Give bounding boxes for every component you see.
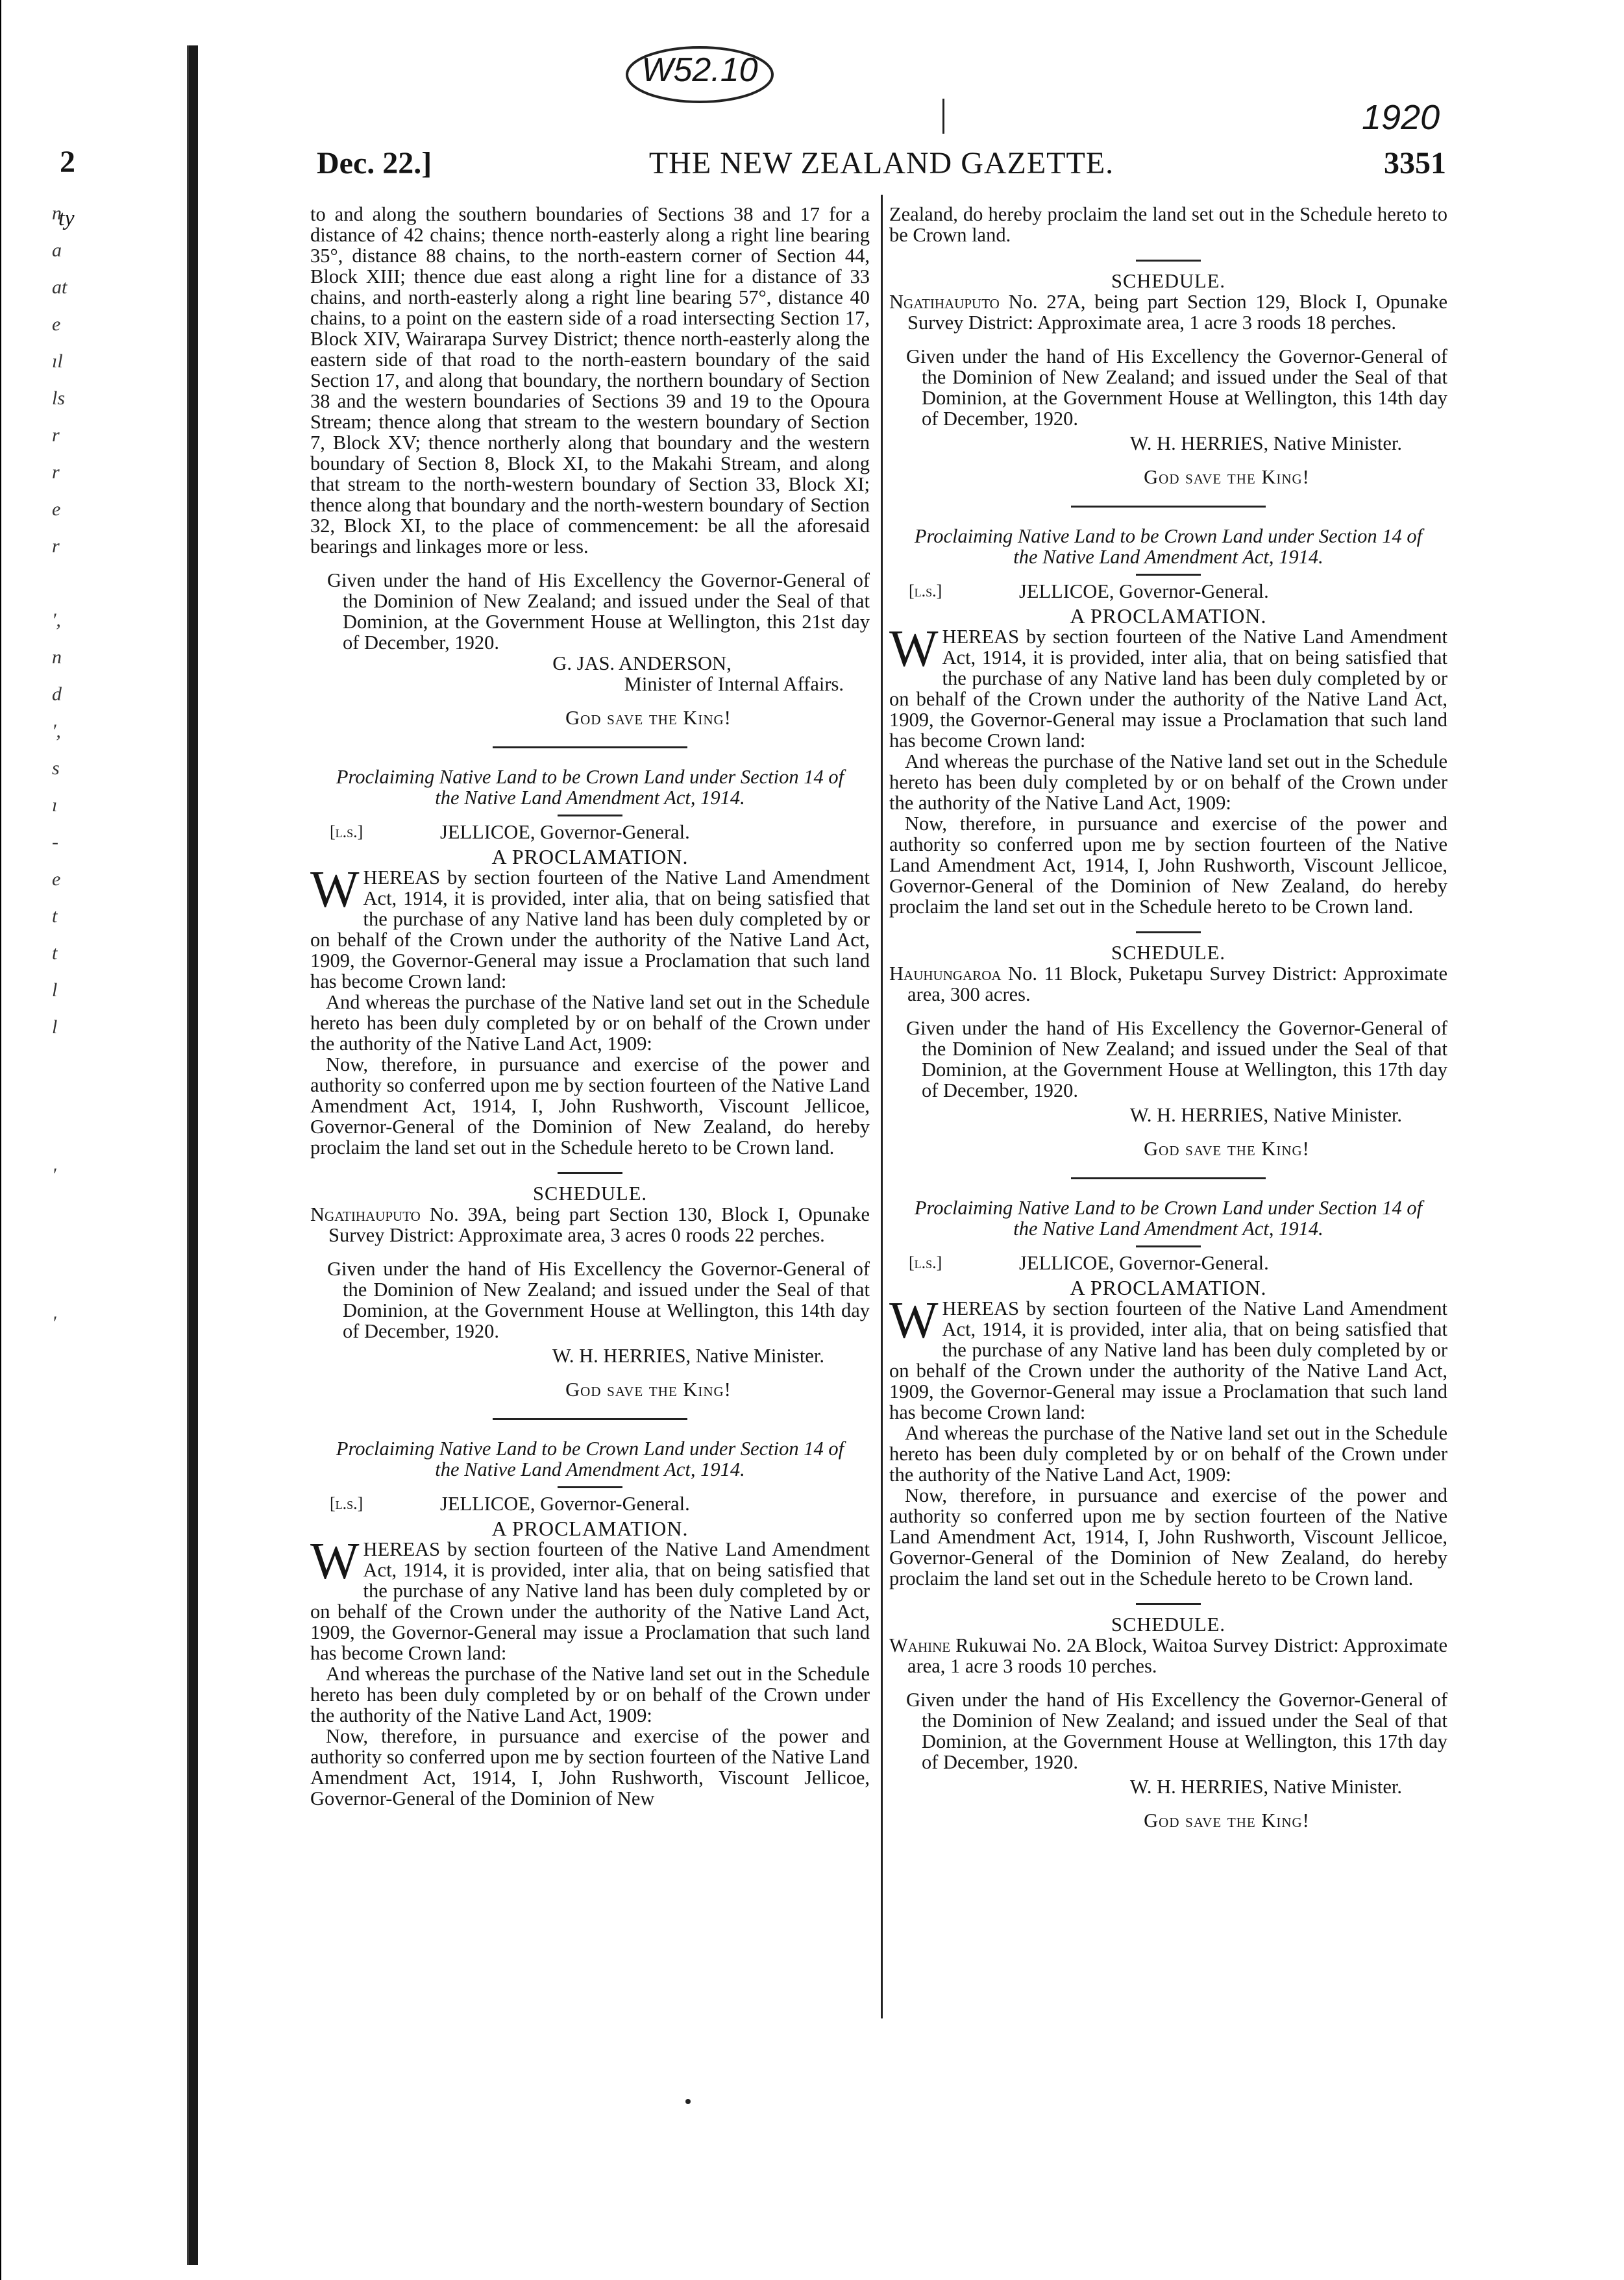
stamp-text: W52.10 xyxy=(641,51,758,89)
previous-page-number: 2 xyxy=(60,145,75,179)
margin-fragment: ıl xyxy=(52,350,63,372)
page-header xyxy=(317,145,1446,184)
schedule-entry xyxy=(889,1635,1447,1676)
and-whereas-clause: And whereas the purchase of the Native land set out in the Schedule hereto has been duly completed by or on behalf of the Crown under the authority of the Native Land Act, 1909: xyxy=(310,1663,870,1726)
signatory: W. H. HERRIES, Native Minister. xyxy=(1129,1776,1402,1798)
proclamation-title: A PROCLAMATION. xyxy=(491,845,689,868)
short-rule xyxy=(1136,260,1201,262)
margin-fragment: l xyxy=(52,1016,58,1038)
schedule-land-name: Hauhungaroa xyxy=(889,962,1002,985)
margin-fragment: r xyxy=(52,461,60,483)
short-rule xyxy=(1136,574,1201,576)
proclamation-title: A PROCLAMATION. xyxy=(491,1517,689,1540)
margin-fragment: ', xyxy=(52,720,61,742)
section-divider xyxy=(493,1418,687,1420)
schedule-entry xyxy=(889,291,1447,333)
governor-general: JELLICOE, Governor-General. xyxy=(440,821,690,843)
margin-fragment xyxy=(52,1083,78,1120)
margin-fragment: r xyxy=(52,535,60,557)
whereas-clause xyxy=(310,861,870,992)
signatory: W. H. HERRIES, Native Minister. xyxy=(1129,1104,1402,1126)
margin-fragment: l xyxy=(52,979,58,1001)
margin-fragment: ls xyxy=(52,387,66,409)
margin-fragment: ', xyxy=(52,609,61,631)
issue-date: Dec. 22.] xyxy=(317,146,432,180)
governor-line xyxy=(310,1493,870,1518)
margin-fragment: n xyxy=(52,646,62,668)
god-save-the-king: God save the King! xyxy=(1144,1138,1310,1160)
short-rule xyxy=(1136,1603,1201,1605)
column-divider xyxy=(881,195,883,2018)
schedule-details: No. 39A, being part Section 130, Block I, Opunake Survey District: Approximate area, 3 acres 0 roods 22 perches. xyxy=(328,1203,870,1246)
whereas-text: HEREAS by section fourteen of the Native Land Amendment Act, 1914, it is provided, inter alia, that on being satisfied that the purchase of any Native land has been duly completed by or on behalf of the Crown under the authority of the Native Land Act, 1909, the Governor-General may issue a Proclamation that such land has become Crown land: xyxy=(889,626,1447,752)
page-number: 3351 xyxy=(1384,146,1446,180)
given-clause: Given under the hand of His Excellency the Governor-General of the Dominion of New Zealand; and issued under the Seal of that Dominion, at the Government House at Wellington, this 17th day of December, 1920. xyxy=(906,1017,1447,1101)
margin-fragment: n xyxy=(52,202,62,224)
margin-fragment: e xyxy=(52,868,61,890)
section-divider xyxy=(1071,506,1266,508)
section-divider xyxy=(493,746,687,748)
short-rule xyxy=(558,1172,622,1174)
margin-fragment xyxy=(52,1194,78,1231)
schedule-land-name: Ngatihauputo xyxy=(889,291,1000,313)
margin-fragment: t xyxy=(52,942,58,964)
section-divider xyxy=(1071,1177,1266,1179)
short-rule xyxy=(558,1486,622,1488)
schedule-details: Rukuwai No. 2A Block, Waitoa Survey District: Approximate area, 1 acre 3 roods 10 perches. xyxy=(907,1634,1447,1677)
given-clause: Given under the hand of His Excellency the Governor-General of the Dominion of New Zealand; and issued under the Seal of that Dominion, at the Government House at Wellington, this 17th day of December, 1920. xyxy=(906,1689,1447,1773)
schedule-title: SCHEDULE. xyxy=(533,1183,647,1205)
drop-cap: W xyxy=(310,861,360,918)
handwritten-stamp xyxy=(621,39,779,110)
margin-fragment: at xyxy=(52,276,68,298)
seal-mark: [l.s.] xyxy=(330,822,363,841)
binding-shadow xyxy=(187,45,198,2265)
ink-speck xyxy=(685,2099,691,2104)
margin-fragment: e xyxy=(52,313,61,335)
governor-general: JELLICOE, Governor-General. xyxy=(440,1493,690,1515)
schedule-title: SCHEDULE. xyxy=(1111,270,1225,292)
whereas-text: HEREAS by section fourteen of the Native Land Amendment Act, 1914, it is provided, inter alia, that on being satisfied that the purchase of any Native land has been duly completed by or on behalf of the Crown under the authority of the Native Land Act, 1909, the Governor-General may issue a Proclamation that such land has become Crown land: xyxy=(889,1297,1447,1423)
given-clause: Given under the hand of His Excellency the Governor-General of the Dominion of New Zealand; and issued under the Seal of that Dominion, at the Government House at Wellington, this 21st day of December, 1920. xyxy=(327,569,870,654)
short-rule xyxy=(558,815,622,816)
drop-cap: W xyxy=(310,1533,360,1590)
continuation-text: Zealand, do hereby proclaim the land set out in the Schedule hereto to be Crown land. xyxy=(889,203,1447,246)
and-whereas-clause: And whereas the purchase of the Native land set out in the Schedule hereto has been duly completed by or on behalf of the Crown under the authority of the Native Land Act, 1909: xyxy=(889,1422,1447,1486)
pencil-tick xyxy=(942,99,944,134)
margin-fragments xyxy=(52,195,78,1342)
schedule-title: SCHEDULE. xyxy=(1111,1613,1225,1636)
proclamation-title: A PROCLAMATION. xyxy=(1070,1276,1267,1299)
schedule-title: SCHEDULE. xyxy=(1111,942,1225,964)
whereas-clause xyxy=(889,620,1447,752)
whereas-text: HEREAS by section fourteen of the Native Land Amendment Act, 1914, it is provided, inter alia, that on being satisfied that the purchase of any Native land has been duly completed by or on behalf of the Crown under the authority of the Native Land Act, 1909, the Governor-General may issue a Proclamation that such land has become Crown land: xyxy=(310,866,870,992)
short-rule xyxy=(1136,1245,1201,1247)
governor-general: JELLICOE, Governor-General. xyxy=(1019,1252,1269,1274)
seal-mark: [l.s.] xyxy=(909,582,942,600)
and-whereas-clause: And whereas the purchase of the Native land set out in the Schedule hereto has been duly completed by or on behalf of the Crown under the authority of the Native Land Act, 1909: xyxy=(310,991,870,1055)
whereas-text: HEREAS by section fourteen of the Native Land Amendment Act, 1914, it is provided, inter alia, that on being satisfied that the purchase of any Native land has been duly completed by or on behalf of the Crown under the authority of the Native Land Act, 1909, the Governor-General may issue a Proclamation that such land has become Crown land: xyxy=(310,1538,870,1664)
margin-fragment: a xyxy=(52,239,62,261)
and-whereas-clause: And whereas the purchase of the Native land set out in the Schedule hereto has been duly completed by or on behalf of the Crown under the authority of the Native Land Act, 1909: xyxy=(889,750,1447,814)
governor-general: JELLICOE, Governor-General. xyxy=(1019,580,1269,602)
god-save-the-king: God save the King! xyxy=(1144,466,1310,488)
margin-fragment: t xyxy=(52,905,58,927)
whereas-clause xyxy=(310,1533,870,1664)
god-save-the-king: God save the King! xyxy=(565,1379,732,1401)
schedule-details: No. 11 Block, Puketapu Survey District: Approximate area, 300 acres. xyxy=(907,962,1447,1005)
margin-fragment: d xyxy=(52,683,62,705)
margin-fragment: ty xyxy=(58,206,75,230)
seal-mark: [l.s.] xyxy=(330,1494,363,1513)
margin-fragment xyxy=(52,1268,78,1305)
scan-edge xyxy=(0,0,1,2280)
god-save-the-king: God save the King! xyxy=(1144,1809,1310,1832)
margin-fragment xyxy=(52,1120,78,1157)
god-save-the-king: God save the King! xyxy=(565,707,732,729)
drop-cap: W xyxy=(889,620,939,678)
schedule-land-name: Wahine xyxy=(889,1634,951,1656)
boundary-description: to and along the southern boundaries of Sections 38 and 17 for a distance of 42 chains; thence north-easterly along a right line bearing 35°, distance 88 chains, to the north-eastern corner of Section 44, Block XIII; thence due east along a right line for a distance of 33 chains, and north-easterly along a right line bearing 57°, distance 40 chains, to a point on the eastern side of a road intersecting Section 17, Block XIV, Wairarapa Survey District; thence north-easterly along the eastern side of that road to the north-eastern boundary of the said Section 17, and along that boundary, the northern boundary of Section 38 and the western boundaries of Sections 39 and 19 to the Opoura Stream; thence along that stream to the western boundary of Section 7, Block XV; thence northerly along that boundary and the western boundary of Section 8, Block XI, to the Makahi Stream, and along that stream to the north-western boundary of Section 33, Block XI; thence along that boundary and the north-western boundary of Section 32, Block XI, to the place of commencement: be all the aforesaid bearings and linkages more or less. xyxy=(310,203,870,558)
given-clause: Given under the hand of His Excellency the Governor-General of the Dominion of New Zealand; and issued under the Seal of that Dominion, at the Government House at Wellington, this 14th day of December, 1920. xyxy=(906,345,1447,430)
given-clause: Given under the hand of His Excellency the Governor-General of the Dominion of New Zealand; and issued under the Seal of that Dominion, at the Government House at Wellington, this 14th day of December, 1920. xyxy=(327,1258,870,1342)
governor-line xyxy=(889,1253,1447,1277)
margin-fragment: s xyxy=(52,757,60,779)
governor-line xyxy=(889,581,1447,606)
signatory-title: Minister of Internal Affairs. xyxy=(624,673,844,695)
schedule-details: No. 27A, being part Section 129, Block I, Opunake Survey District: Approximate area, 1 acre 3 roods 18 perches. xyxy=(907,291,1447,334)
governor-line xyxy=(310,822,870,846)
proclamation-heading: Proclaiming Native Land to be Crown Land under Section 14 of the Native Land Amendment Act, 1914. xyxy=(914,1197,1423,1240)
margin-fragment: e xyxy=(52,498,61,520)
whereas-clause xyxy=(889,1292,1447,1423)
short-rule xyxy=(1136,931,1201,933)
proclamation-title: A PROCLAMATION. xyxy=(1070,604,1267,628)
now-therefore-clause: Now, therefore, in pursuance and exercise of the power and authority so conferred upon me by section fourteen of the Native Land Amendment Act, 1914, I, John Rushworth, Viscount Jellicoe, Governor-General of the Dominion of New Zealand, do hereby proclaim the land set out in the Schedule hereto to be Crown land. xyxy=(310,1053,870,1158)
schedule-entry xyxy=(889,963,1447,1005)
drop-cap: W xyxy=(889,1292,939,1349)
signatory-name: G. JAS. ANDERSON, xyxy=(552,652,732,674)
margin-fragment: - xyxy=(52,831,58,853)
now-therefore-clause: Now, therefore, in pursuance and exercise of the power and authority so conferred upon me by section fourteen of the Native Land Amendment Act, 1914, I, John Rushworth, Viscount Jellicoe, Governor-General of the Dominion of New xyxy=(310,1725,870,1809)
margin-fragment: r xyxy=(52,424,60,446)
seal-mark: [l.s.] xyxy=(909,1253,942,1272)
right-column xyxy=(889,204,1447,1831)
schedule-entry xyxy=(310,1204,870,1245)
signatory: W. H. HERRIES, Native Minister. xyxy=(1129,432,1402,454)
schedule-land-name: Ngatihauputo xyxy=(310,1203,421,1225)
margin-fragment: ' xyxy=(52,1164,56,1186)
proclamation-heading: Proclaiming Native Land to be Crown Land under Section 14 of the Native Land Amendment Act, 1914. xyxy=(336,766,844,809)
left-column xyxy=(310,204,870,1809)
now-therefore-clause: Now, therefore, in pursuance and exercise of the power and authority so conferred upon me by section fourteen of the Native Land Amendment Act, 1914, I, John Rushworth, Viscount Jellicoe, Governor-General of the Dominion of New Zealand, do hereby proclaim the land set out in the Schedule hereto to be Crown land. xyxy=(889,813,1447,918)
now-therefore-clause: Now, therefore, in pursuance and exercise of the power and authority so conferred upon me by section fourteen of the Native Land Amendment Act, 1914, I, John Rushworth, Viscount Jellicoe, Governor-General of the Dominion of New Zealand, do hereby proclaim the land set out in the Schedule hereto to be Crown land. xyxy=(889,1484,1447,1589)
proclamation-heading: Proclaiming Native Land to be Crown Land under Section 14 of the Native Land Amendment Act, 1914. xyxy=(914,525,1423,568)
proclamation-heading: Proclaiming Native Land to be Crown Land under Section 14 of the Native Land Amendment Act, 1914. xyxy=(336,1438,844,1480)
handwritten-year: 1920 xyxy=(1362,98,1440,137)
margin-fragment xyxy=(52,1046,78,1083)
signatory: W. H. HERRIES, Native Minister. xyxy=(552,1345,824,1367)
margin-fragment: ' xyxy=(52,1312,56,1334)
gazette-title: THE NEW ZEALAND GAZETTE. xyxy=(648,146,1114,180)
margin-fragment: ı xyxy=(52,794,58,816)
margin-fragment xyxy=(52,1231,78,1268)
margin-fragment xyxy=(52,565,78,602)
